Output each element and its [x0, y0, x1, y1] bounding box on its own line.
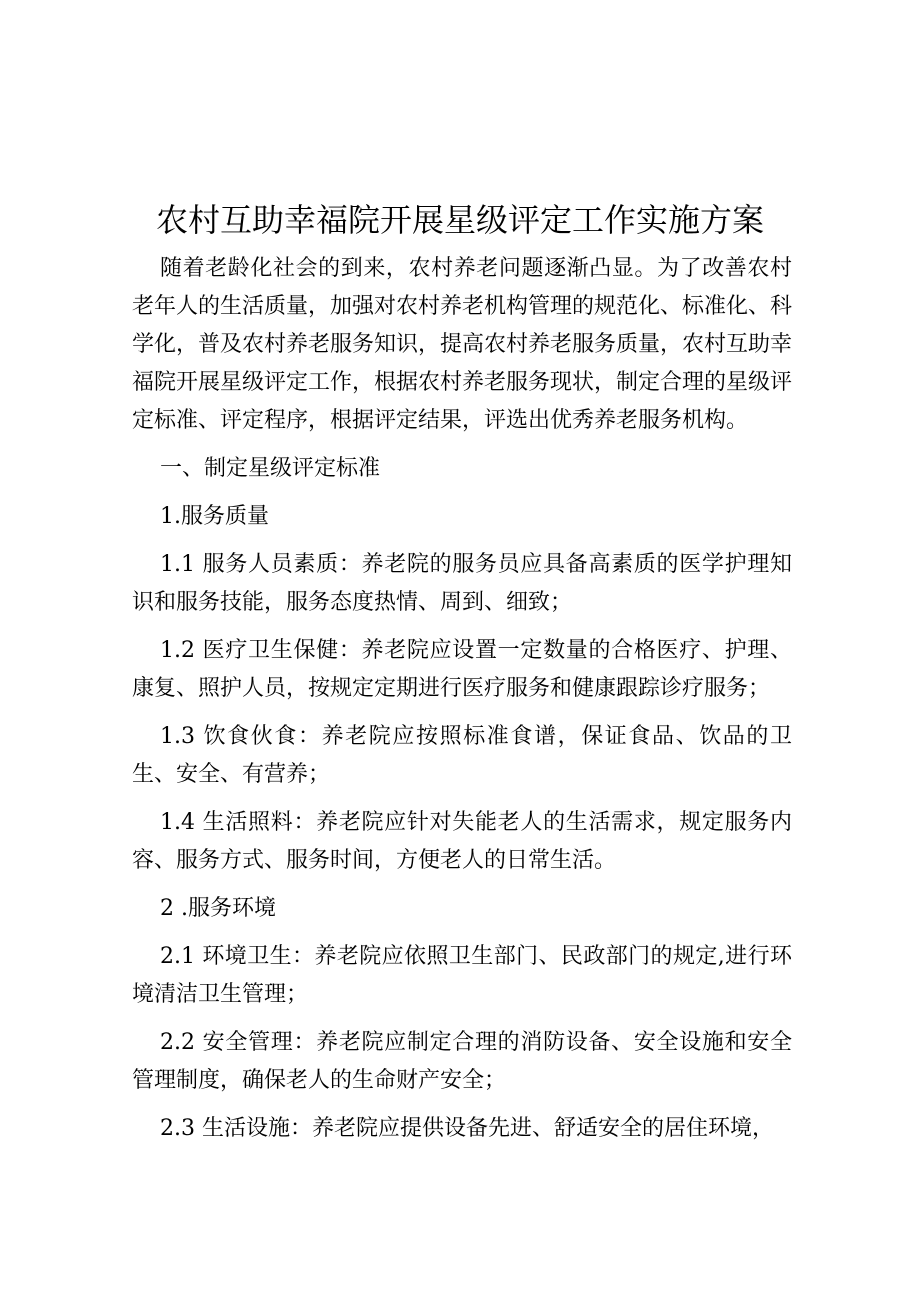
subheading-service-environment: 2 .服务环境 [160, 896, 276, 921]
intro-paragraph: 随着老龄化社会的到来，农村养老问题逐渐凸显。为了改善农村老年人的生活质量，加强对农村养老机构管理的规范化、标准化、科学化，普及农村养老服务知识，提高农村养老服务质量，农村互助幸福院开展星级评定工作，根据农村养老服务现状，制定合理的星级评定标准、评定程序，根据评定结果，评选出优秀养老服务机构。 [132, 256, 793, 433]
item-1-1: 1.1 服务人员素质：养老院的服务员应具备高素质的医学护理知识和服务技能，服务态度热情、周到、细致； [132, 552, 792, 615]
document-title: 农村互助幸福院开展星级评定工作实施方案 [155, 201, 764, 239]
document-body [132, 250, 792, 1148]
item-2-1: 2.1 环境卫生：养老院应依照卫生部门、民政部门的规定,进行环境清洁卫生管理； [132, 944, 792, 1007]
item-1-2: 1.2 医疗卫生保健：养老院应设置一定数量的合格医疗、护理、康复、照护人员，按规定定期进行医疗服务和健康跟踪诊疗服务； [132, 638, 792, 701]
section-heading-1: 一、制定星级评定标准 [160, 456, 381, 481]
item-1-4: 1.4 生活照料：养老院应针对失能老人的生活需求，规定服务内容、服务方式、服务时间，方便老人的日常生活。 [132, 810, 792, 873]
item-2-2: 2.2 安全管理：养老院应制定合理的消防设备、安全设施和安全管理制度，确保老人的生命财产安全； [132, 1030, 792, 1093]
item-2-3: 2.3 生活设施：养老院应提供设备先进、舒适安全的居住环境， [160, 1116, 774, 1141]
subheading-service-quality: 1.服务质量 [160, 504, 269, 529]
item-1-3: 1.3 饮食伙食：养老院应按照标准食谱，保证食品、饮品的卫生、安全、有营养； [132, 724, 792, 787]
